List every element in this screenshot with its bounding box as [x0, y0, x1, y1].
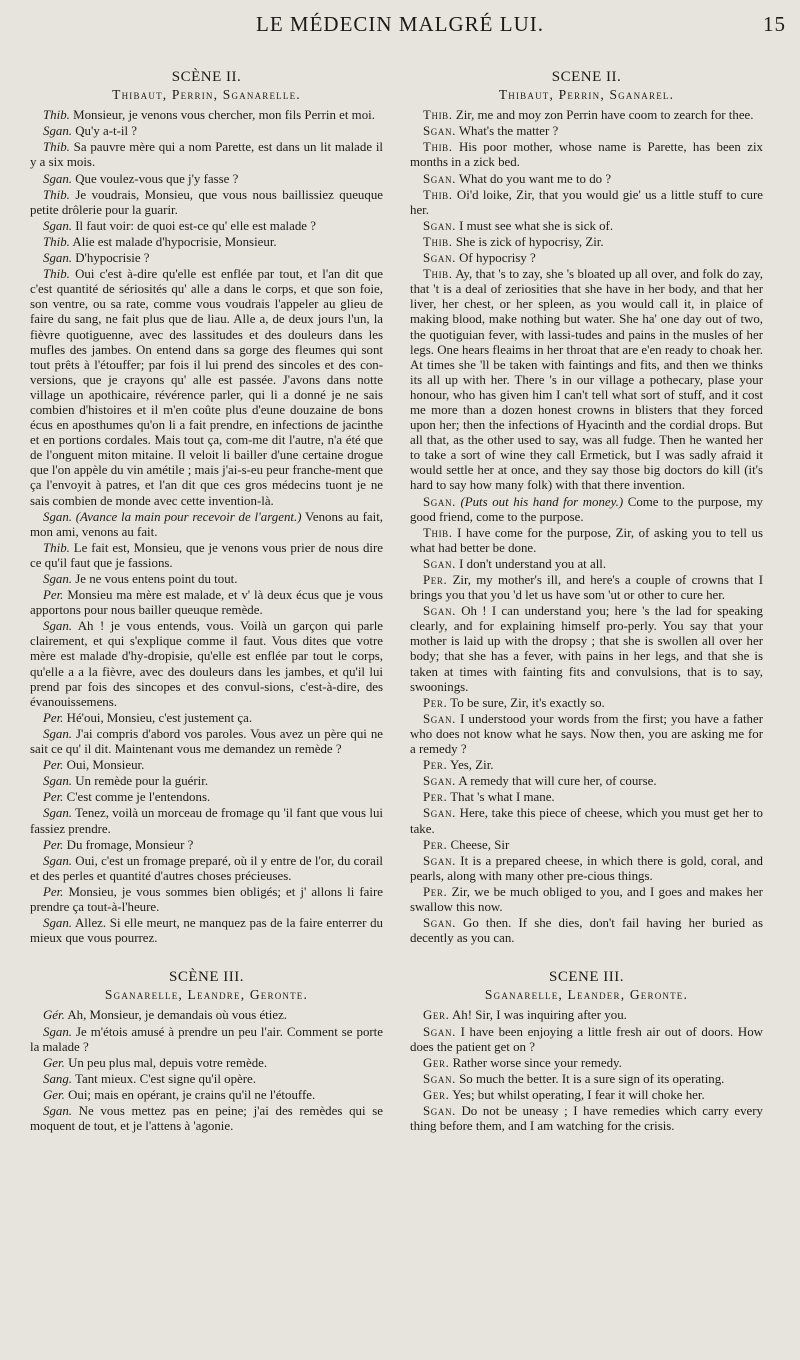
dialogue-line [410, 758, 763, 773]
dialogue-line [30, 1072, 383, 1087]
dialogue-line [410, 604, 763, 695]
speaker-name: Sgan. [43, 1104, 73, 1118]
speech-text: Cheese, Sir [450, 837, 510, 852]
dialogue-line [30, 510, 383, 540]
dialogue-line [410, 495, 763, 525]
dialogue [30, 108, 383, 946]
speaker-name: Sgan. [43, 619, 73, 634]
speaker-name: Sgan. [423, 251, 456, 266]
speech-text: To be sure, Zir, it's exactly so. [450, 695, 605, 710]
speaker-name: Thib. [423, 234, 453, 249]
speech-text: Go then. If she dies, don't fail having her buried as decently as you can. [410, 916, 763, 946]
speaker-name: Per. [43, 710, 64, 725]
dialogue [30, 1008, 383, 1134]
speech-text: So much the better. It is a sure sign of its operating. [459, 1071, 725, 1086]
dialogue-line [30, 619, 383, 710]
speaker-name: Sgan. [43, 774, 73, 789]
speaker-name: Per. [43, 758, 64, 773]
speaker-name: Thib. [43, 108, 70, 123]
dialogue-line [410, 1008, 763, 1023]
speaker-name: Thib. [423, 108, 453, 123]
speaker-name: Sgan. [423, 853, 456, 868]
speaker-name: Sgan. [423, 1104, 456, 1118]
speech-text: Du fromage, Monsieur ? [66, 837, 194, 852]
speech-text: I have been enjoying a little fresh air out of doors. How does the patient get on ? [410, 1024, 763, 1054]
dialogue-line [410, 172, 763, 187]
dialogue-line [30, 1056, 383, 1071]
speech-text: Oh ! I can understand you; here 's the lad for speaking clearly, and for explaining himself pro-perly. You say that your mother is laid up with the dropsy ; that she is swollen all over her body; that she has a fever, with pains in her legs, and that she is taken at times with fainting fits and convulsions, that is to say, swoonings. [410, 604, 763, 694]
speaker-name: Sgan. [43, 853, 73, 868]
dialogue-line [410, 219, 763, 234]
speaker-name: Ger. [423, 1087, 450, 1102]
dialogue-line [410, 1088, 763, 1103]
dialogue-line [30, 1025, 383, 1055]
speaker-name: Thib. [43, 540, 70, 555]
dialogue-line [30, 916, 383, 946]
dialogue-line [410, 854, 763, 884]
speech-text: Yes; but whilst operating, I fear it will choke her. [452, 1087, 705, 1102]
dialogue-line [410, 696, 763, 711]
speaker-name: Per. [423, 884, 448, 899]
speech-text: What's the matter ? [458, 124, 559, 139]
speaker-name: Sgan. [423, 124, 456, 139]
speaker-name: Per. [43, 790, 64, 805]
dialogue-line [410, 124, 763, 139]
dialogue-line [30, 806, 383, 836]
speaker-name: Sgan. [423, 916, 456, 931]
dialogue-line [30, 758, 383, 773]
speaker-name: Thib. [43, 234, 70, 249]
speaker-name: Sgan. [423, 604, 456, 619]
speech-text: I don't understand you at all. [459, 556, 607, 571]
speech-text: Do not be uneasy ; I have remedies which carry every thing before them, and I am watching for the crisis. [410, 1104, 763, 1134]
speaker-name: Sgan. [43, 509, 73, 524]
speech-text: Qu'y a-t-il ? [75, 124, 137, 139]
dialogue-line [30, 188, 383, 218]
speech-text: I understood your words from the first; you have a father who does not know what he says. Now then, you are asking me for a remedy ? [410, 711, 763, 757]
speech-text: Zir, my mother's ill, and here's a couple of crowns that I brings you that you 'd let us have som 'ut or other to cure her. [410, 573, 763, 603]
dialogue-line [30, 108, 383, 123]
speaker-name: Sgan. [423, 494, 456, 509]
speaker-name: Sgan. [43, 218, 73, 233]
dialogue-line [30, 219, 383, 234]
dialogue-line [30, 790, 383, 805]
dialogue-line [30, 727, 383, 757]
speech-text: Ah ! je vous entends, vous. Voilà un garçon qui parle clairement, et qui s'explique comme il faut. Vous dites que votre mère est malade d'hy-dropisie, qu'elle est enflée par tout le corps, qu'elle a a la fièvre, avec des douleurs dans les jambes, et qu'il lui prend par fois des sincopes et des convul-sions, c'est-à-dire, des évanouissemens. [30, 619, 383, 709]
scene-persons: Thibaut, Perrin, Sganarelle. [112, 87, 301, 103]
running-head [0, 12, 800, 42]
dialogue-line [410, 251, 763, 266]
speaker-name: Sgan. [43, 251, 73, 266]
speech-text: Of hypocrisy ? [459, 251, 536, 266]
stage-direction: (Puts out his hand for money.) [460, 494, 624, 509]
speech-text: Il faut voir: de quoi est-ce qu' elle est malade ? [75, 218, 316, 233]
speaker-name: Sgan. [423, 1071, 456, 1086]
dialogue-line [30, 838, 383, 853]
speech-text: Oui, Monsieur. [66, 758, 145, 773]
dialogue-line [30, 124, 383, 139]
speaker-name: Sgan. [43, 916, 73, 931]
speech-text: Venons au fait, mon ami, venons au fait. [30, 509, 384, 539]
speech-text: Monsieu, je vous sommes bien obligés; et j' allons li faire prendre ça tout-à-l'heure. [30, 884, 383, 914]
speaker-name: Per. [423, 573, 448, 587]
speech-text: Sa pauvre mère qui a nom Parette, est dans un lit malade il y a six mois. [30, 140, 383, 170]
speech-text: Oui, c'est un fromage preparé, où il y entre de l'or, du corail et des perles et quantité d'autres choses précieuses. [30, 853, 383, 883]
dialogue-line [410, 188, 763, 218]
speech-text: Je ne vous entens point du tout. [75, 572, 238, 586]
dialogue-line [410, 916, 763, 946]
dialogue-line [410, 557, 763, 572]
speech-text: D'hypocrisie ? [75, 251, 150, 266]
speech-text: Come to the purpose, my good friend, come to the purpose. [410, 494, 763, 524]
speaker-name: Per. [43, 884, 64, 899]
dialogue-line [410, 806, 763, 836]
speech-text: Je m'étois amusé à prendre un peu l'air. Comment se porte la malade ? [30, 1024, 383, 1054]
scene-heading: SCÈNE III. [169, 969, 244, 986]
dialogue-line [30, 854, 383, 884]
dialogue-line [30, 774, 383, 789]
speaker-name: Thib. [423, 187, 453, 202]
scene-persons: Thibaut, Perrin, Sganarel. [498, 87, 675, 103]
speech-text: I have come for the purpose, Zir, of asking you to tell us what had better be done. [410, 525, 763, 555]
stage-direction: (Avance la main pour recevoir de l'argent.) [75, 509, 302, 524]
speaker-name: Gér. [43, 1008, 65, 1023]
dialogue-line [410, 140, 763, 170]
speaker-name: Thib. [423, 140, 453, 155]
dialogue-line [410, 235, 763, 250]
speech-text: Ah! Sir, I was inquiring after you. [451, 1008, 627, 1023]
speech-text: Allez. Si elle meurt, ne manquez pas de la faire enterrer du mieux que vous pourrez. [30, 916, 384, 946]
speech-text: That 's what I mane. [450, 790, 555, 805]
speaker-name: Sgan. [43, 171, 73, 186]
speaker-name: Per. [423, 695, 448, 710]
speech-text: Zir, we be much obliged to you, and I goes and makes her swallow this now. [410, 884, 763, 914]
dialogue-line [30, 140, 383, 170]
speaker-name: Thib. [423, 267, 453, 282]
dialogue-line [410, 790, 763, 805]
speech-text: Un remède pour la guérir. [75, 774, 209, 789]
speech-text: Yes, Zir. [450, 758, 494, 773]
dialogue-line [30, 541, 383, 571]
speaker-name: Thib. [43, 267, 70, 282]
speaker-name: Thib. [423, 525, 453, 540]
speech-text: It is a prepared cheese, in which there is gold, coral, and pearls, along with many other pre-cious things. [410, 853, 763, 883]
speaker-name: Per. [43, 837, 64, 852]
speaker-name: Sgan. [423, 711, 456, 726]
page-number: 15 [763, 12, 786, 36]
dialogue-line [410, 712, 763, 757]
dialogue-line [30, 172, 383, 187]
speaker-name: Sgan. [43, 726, 73, 741]
speech-text: Tant mieux. C'est signe qu'il opère. [75, 1071, 256, 1086]
speaker-name: Per. [43, 588, 64, 603]
dialogue-line [30, 711, 383, 726]
speech-text: I must see what she is sick of. [459, 218, 614, 233]
dialogue-line [30, 588, 383, 618]
speaker-name: Sgan. [43, 124, 73, 139]
speech-text: Un peu plus mal, depuis votre remède. [68, 1055, 268, 1070]
speech-text: Alie est malade d'hypocrisie, Monsieur. [72, 234, 277, 249]
speaker-name: Sgan. [423, 806, 456, 821]
dialogue-line [410, 526, 763, 556]
speaker-name: Ger. [43, 1087, 65, 1102]
dialogue-line [30, 885, 383, 915]
dialogue-line [30, 267, 383, 509]
speech-text: Rather worse since your remedy. [452, 1055, 622, 1070]
dialogue-line [410, 838, 763, 853]
scene-persons: Sganarelle, Leandre, Geronte. [104, 987, 309, 1003]
speaker-name: Ger. [423, 1008, 450, 1023]
scene-heading: SCENE II. [551, 69, 622, 85]
dialogue-line [410, 108, 763, 123]
speech-text: Le fait est, Monsieu, que je venons vous prier de nous dire ce qu'il faut que je fassions. [30, 540, 383, 570]
speech-text: Ah, Monsieur, je demandais où vous étiez. [67, 1008, 288, 1023]
dialogue [410, 1008, 763, 1134]
speech-text: Monsieur, je venons vous chercher, mon fils Perrin et moi. [73, 108, 375, 123]
speaker-name: Sgan. [423, 774, 456, 789]
speaker-name: Sgan. [423, 1024, 456, 1039]
english-column [410, 50, 763, 1135]
dialogue-line [410, 267, 763, 493]
speaker-name: Sgan. [423, 171, 456, 186]
speech-text: Hé'oui, Monsieu, c'est justement ça. [66, 710, 253, 725]
speaker-name: Ger. [43, 1055, 65, 1070]
speech-text: Monsieu ma mère est malade, et v' là deux écus que je vous apportons pour nous bailler queuque remède. [30, 588, 383, 618]
speech-text: What do you want me to do ? [458, 171, 612, 186]
speaker-name: Thib. [43, 187, 70, 202]
speaker-name: Per. [423, 837, 448, 852]
dialogue-line [410, 774, 763, 789]
speaker-name: Sgan. [423, 556, 456, 571]
speaker-name: Sgan. [43, 806, 73, 821]
speech-text: Tenez, voilà un morceau de fromage qu 'il fant que vous lui fassiez prendre. [30, 806, 383, 836]
speech-text: Ne vous mettez pas en peine; j'ai des remèdes qui se moquent de tout, et je l'attens à 'agonie. [30, 1104, 383, 1134]
speech-text: Here, take this piece of cheese, which you must get her to take. [410, 806, 763, 836]
speech-text: Je voudrais, Monsieu, que vous nous baillissiez queuque petite drôlerie pour la guarir. [30, 187, 383, 217]
dialogue-line [30, 251, 383, 266]
dialogue [410, 108, 763, 946]
speech-text: A remedy that will cure her, of course. [458, 774, 657, 789]
dialogue-line [30, 1088, 383, 1103]
dialogue-line [30, 572, 383, 587]
speaker-name: Sang. [43, 1071, 73, 1086]
speaker-name: Per. [423, 758, 448, 773]
running-title: LE MÉDECIN MALGRÉ LUI. [256, 12, 544, 36]
speaker-name: Sgan. [43, 572, 73, 586]
speaker-name: Sgan. [423, 218, 456, 233]
dialogue-line [410, 1072, 763, 1087]
scene-persons: Sganarelle, Leander, Geronte. [484, 987, 689, 1003]
speech-text: Que voulez-vous que j'y fasse ? [75, 171, 239, 186]
speech-text: Oui c'est à-dire qu'elle est enflée par tout, et l'an dit que c'est quantité de sériosités qu' alle a dans le corps, et que son foie, son ventre, ou sa rate, comme vous voudrais l'appeler au glieu de faire du sang, ne fait plus que de liau. Alle a, de deux jours l'un, la fièvre quotiguenne, avec des lassitudes et des douleurs dans les mufles des jambes. On entend dans sa gorge des fleumes qui sont tout prêts à l'étouffer; par fois il lui prend des sincoles et des con-versions, que je crayons qu' alle est passée. J'avons dans notte village un apothicaire, révérence parler, qui li a donné je ne sais combien d'histoires et il m'en coûte plus d'eune douzaine de bons écus en aposthumes qu'on li a fait prendre, en infections de jacinthe et en portions cordales. Mais tout ça, com-me dit l'autre, n'a été que de l'onguent miton mitaine. Il veloit li bailler d'une certaine drogue que l'on appèle du vin amétile ; mais j'ai-s-eu peur franche-ment que ça l'envoyit à patres, et l'an dit que ces gros médecins tuont je ne sais combien de monde avec cette invention-là. [30, 267, 383, 508]
speech-text: J'ai compris d'abord vos paroles. Vous avez un père qui ne sait ce qu' il dit. Maintenant vous me demandez un remède ? [30, 726, 383, 757]
speaker-name: Sgan. [43, 1024, 73, 1039]
french-column [30, 50, 383, 1135]
speech-text: She is zick of hypocrisy, Zir. [455, 234, 604, 249]
speech-text: Zir, me and moy zon Perrin have coom to zearch for thee. [455, 108, 754, 123]
dialogue-line [410, 1025, 763, 1055]
speech-text: Ay, that 's to zay, she 's bloated up all over, and folk do zay, that 't is a deal of zeriosities that she have in her body, and that her liver, her chest, or her spleen, as you would call it, in plaice of making blood, make nothing but water. She ha' one day out of two, the quotiguian fever, with lassi-tudes and pains in the musles of her legs. One hears fleaims in her throat that are e'en ready to choak her. At times she 'll be taken with faintings and fits, and then we thinks its all up with her. There 's in our village a pothecary, plase your honour, who has given him I can't tell what sort of stuff, and it cost me more than a dozen honest crowns in blisters that they forced upon her; then the infections of Hyacinth and the cordial drops. But all that, as the other used to say, was all fudge. Then he wanted her to take a sort of wine they call Ermetick, but I was sadly afraid it would settle her at once, and they say those big doctors do kill (it's hard to say how many folk) with that there invention. [410, 267, 764, 493]
dialogue-line [410, 1056, 763, 1071]
scene-heading: SCÈNE II. [171, 69, 242, 85]
speaker-name: Thib. [43, 140, 70, 155]
dialogue-line [410, 885, 763, 915]
speech-text: Oi'd loike, Zir, that you would gie' us a little stuff to cure her. [410, 187, 763, 217]
speaker-name: Ger. [423, 1055, 450, 1070]
dialogue-line [30, 235, 383, 250]
scene-heading: SCENE III. [549, 969, 624, 986]
speech-text: C'est comme je l'entendons. [66, 790, 211, 805]
speech-text: Oui; mais en opérant, je crains qu'il ne l'étouffe. [68, 1087, 316, 1102]
dialogue-line [410, 1104, 763, 1134]
dialogue-line [30, 1104, 383, 1134]
dialogue-line [30, 1008, 383, 1023]
dialogue-line [410, 573, 763, 603]
speech-text: His poor mother, whose name is Parette, has been zix months in a zick bed. [410, 140, 763, 170]
speaker-name: Per. [423, 790, 448, 805]
